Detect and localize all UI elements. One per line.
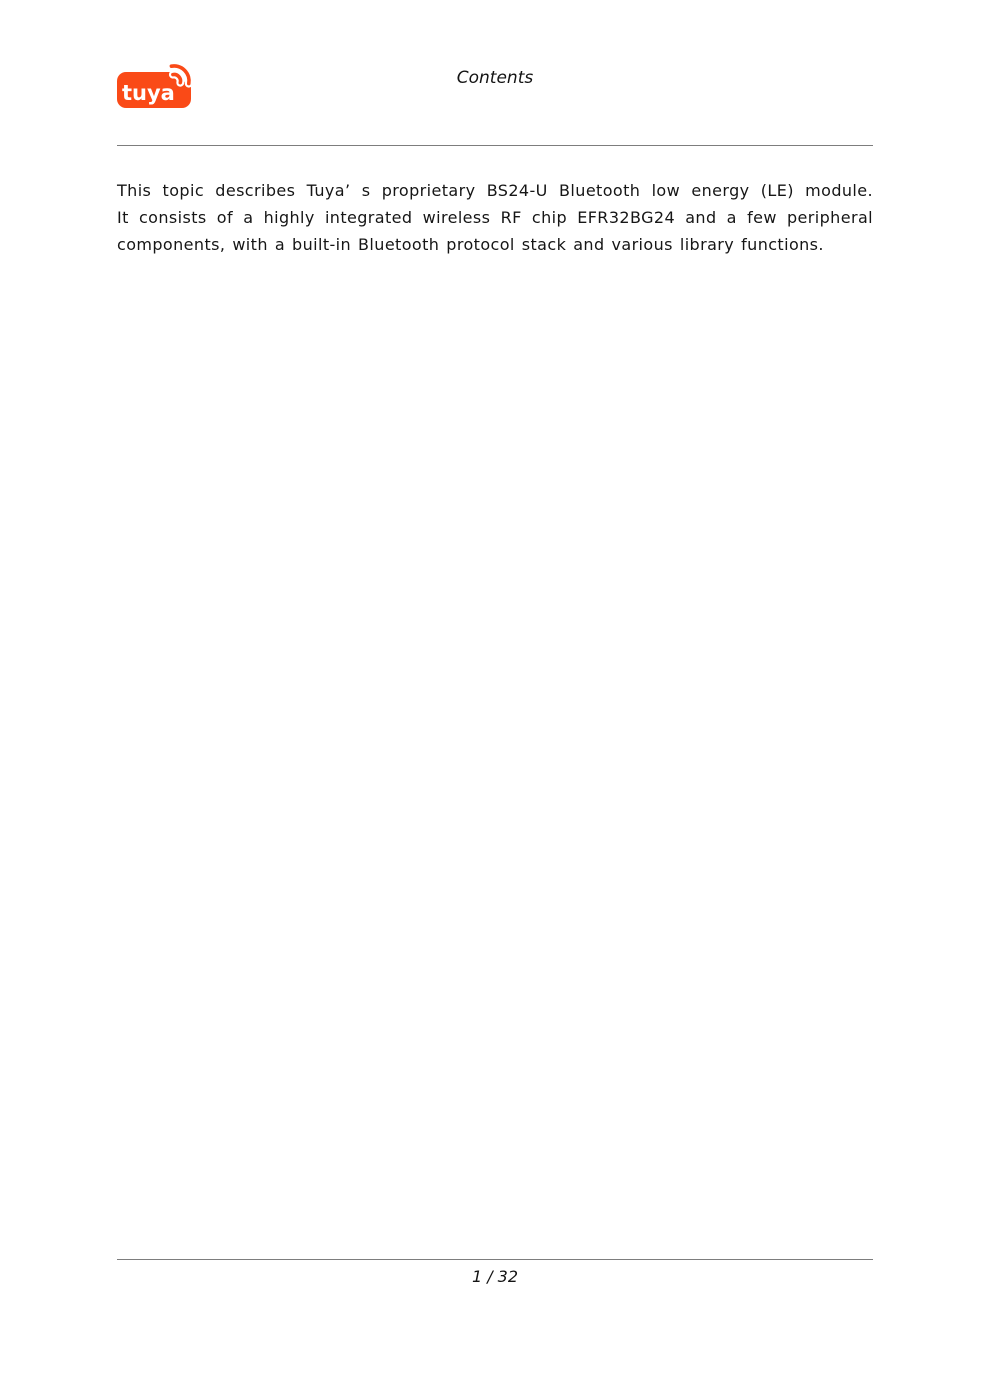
paragraph-line-3: components, with a built-in Bluetooth protocol stack and various library functions. <box>117 235 824 254</box>
page-number: 1 / 32 <box>471 1267 519 1286</box>
footer-divider <box>117 1259 873 1260</box>
header-divider <box>117 145 873 146</box>
logo-wordmark: tuya <box>122 81 175 105</box>
paragraph-line-2: It consists of a highly integrated wireless RF chip EFR32BG24 and a few peripheral <box>117 208 873 227</box>
page-header-title: Contents <box>456 68 534 88</box>
paragraph-line-1: This topic describes Tuya’ s proprietary BS24-U Bluetooth low energy (LE) module. <box>117 181 873 200</box>
intro-paragraph <box>117 177 873 258</box>
